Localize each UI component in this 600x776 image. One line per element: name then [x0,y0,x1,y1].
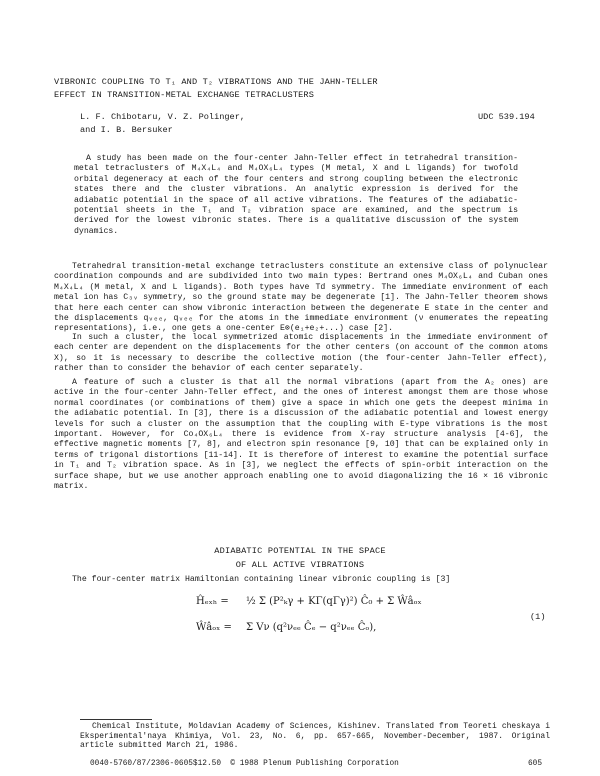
footnote-block [80,722,550,751]
paper-title-line-2: EFFECT IN TRANSITION-METAL EXCHANGE TETRACLUSTERS [54,90,315,100]
equation-intro-block [54,575,548,585]
equation-number: (1) [530,612,546,622]
footnote-rule [80,719,152,720]
equation-intro: The four-center matrix Hamiltonian containing linear vibronic coupling is [3] [72,575,451,584]
authors-line-1: L. F. Chibotaru, V. Z. Polinger, [80,112,246,122]
body-paragraph-3: A feature of such a cluster is that all the normal vibrations (apart from the A₂ ones) are active in the four-center Jahn-Teller effect, and the ones of interest amongst them are those whose normal coordinates (or combinations of them) give a space in which one gets the deepest minima in the adiabatic potential. In [3], there is a discussion of the adiabatic potential and lowest energy levels for such a cluster on the assumption that the coupling with E-type vibrations is the most important. However, for Co₄OX₆L₄ there is evidence from X-ray structure analysis [4-6], the effective magnetic moments [7, 8], and electron spin resonance [9, 10] that can be explained only in terms of trigonal distortions [11-14]. It is therefore of interest to examine the potential surface in T₁ and T₂ vibration space. As in [3], we neglect the effects of spin-orbit interaction on the surface shape, but we use another approach enabling one to avoid diagonalizing the 16 × 16 vibronic matrix. [54,378,548,492]
abstract [74,154,518,237]
udc-code: UDC 539.194 [478,112,535,122]
section-heading-line-2: OF ALL ACTIVE VIBRATIONS [235,560,365,570]
body-paragraph-2: In such a cluster, the local symmetrized atomic displacements in the immediate environment of each center are dependent on the displacements for the other centers (on account of the common atoms X), so it is necessary to describe the collective motion (the four-center Jahn-Teller effect), rather than to consider the behavior of each center separately. [54,333,548,374]
body-paragraph-3-block [54,378,548,492]
section-heading-line-1: ADIABATIC POTENTIAL IN THE SPACE [214,546,386,556]
page-number: 605 [528,760,543,768]
authors-line-2: and I. B. Bersuker [80,125,173,135]
abstract-text: A study has been made on the four-center Jahn-Teller effect in tetrahedral transition-metal tetraclusters of M₄X₄L₄ and M₄OX₆L₄ types (M metal, X and L ligands) for twofold orbital degeneracy at each of the four centers and strong coupling between the electronic states there and the cluster vibrations. An analytic expression is derived for the adiabatic potential in the space of all active vibrations. The features of the adiabatic-potential sheets in the T₁ and T₂ vibration space are examined, and the spectrum is derived for the lowest vibronic states. There is a qualitative discussion of the system dynamics. [74,154,518,236]
equation-1-rhs: ½ Σ (P²ₖγ + KΓ(qΓγ)²) Ĉ₀ + Σ Ŵâₒₓ [246,596,422,607]
copyright-line: 0040-5760/87/2306-0605$12.50 © 1988 Plenum Publishing Corporation [90,760,399,768]
body-paragraph-2-block [54,333,548,375]
body-paragraph-1-block [54,262,548,335]
footnote-text: Chemical Institute, Moldavian Academy of Sciences, Kishinev. Translated from Teoreti cheskaya i Eksperimental'naya Khimiya, Vol. 23, No. 6, pp. 657-665, November-December, 1987. Original article submitted March 21, 1986. [80,722,550,751]
equation-1-lhs: Ĥₑₓₕ = [196,596,229,607]
body-paragraph-1: Tetrahedral transition-metal exchange tetraclusters constitute an extensive class of polynuclear coordination compounds and are subdivided into two main types: Bertrand ones M₄OX₆L₄ and Cuban ones M₄X₄L₄ (M metal, X and L ligands). Both types have Td symmetry. The immediate environment of each metal ion has C₃ᵥ symmetry, so the ground state may be degenerate [1]. The Jahn-Teller theorem shows that here each center can show vibronic interaction between the degenerate E state in the center and the displacements qᵥₑₑ, qᵥₑₑ for the atoms in the immediate environment (ν enumerates the repeating representations), i.e., one gets a one-center E⊗(e₁+e₂+...) case [2]. [54,262,548,334]
equation-2-rhs: Σ Vν (q²νₑₑ Ĉₑ − q²νₑₑ Ĉₒ), [246,622,377,633]
paper-title-line-1: VIBRONIC COUPLING TO T₁ AND T₂ VIBRATIONS AND THE JAHN-TELLER [54,77,378,87]
equation-2-lhs: Ŵâₒₓ = [196,622,232,633]
